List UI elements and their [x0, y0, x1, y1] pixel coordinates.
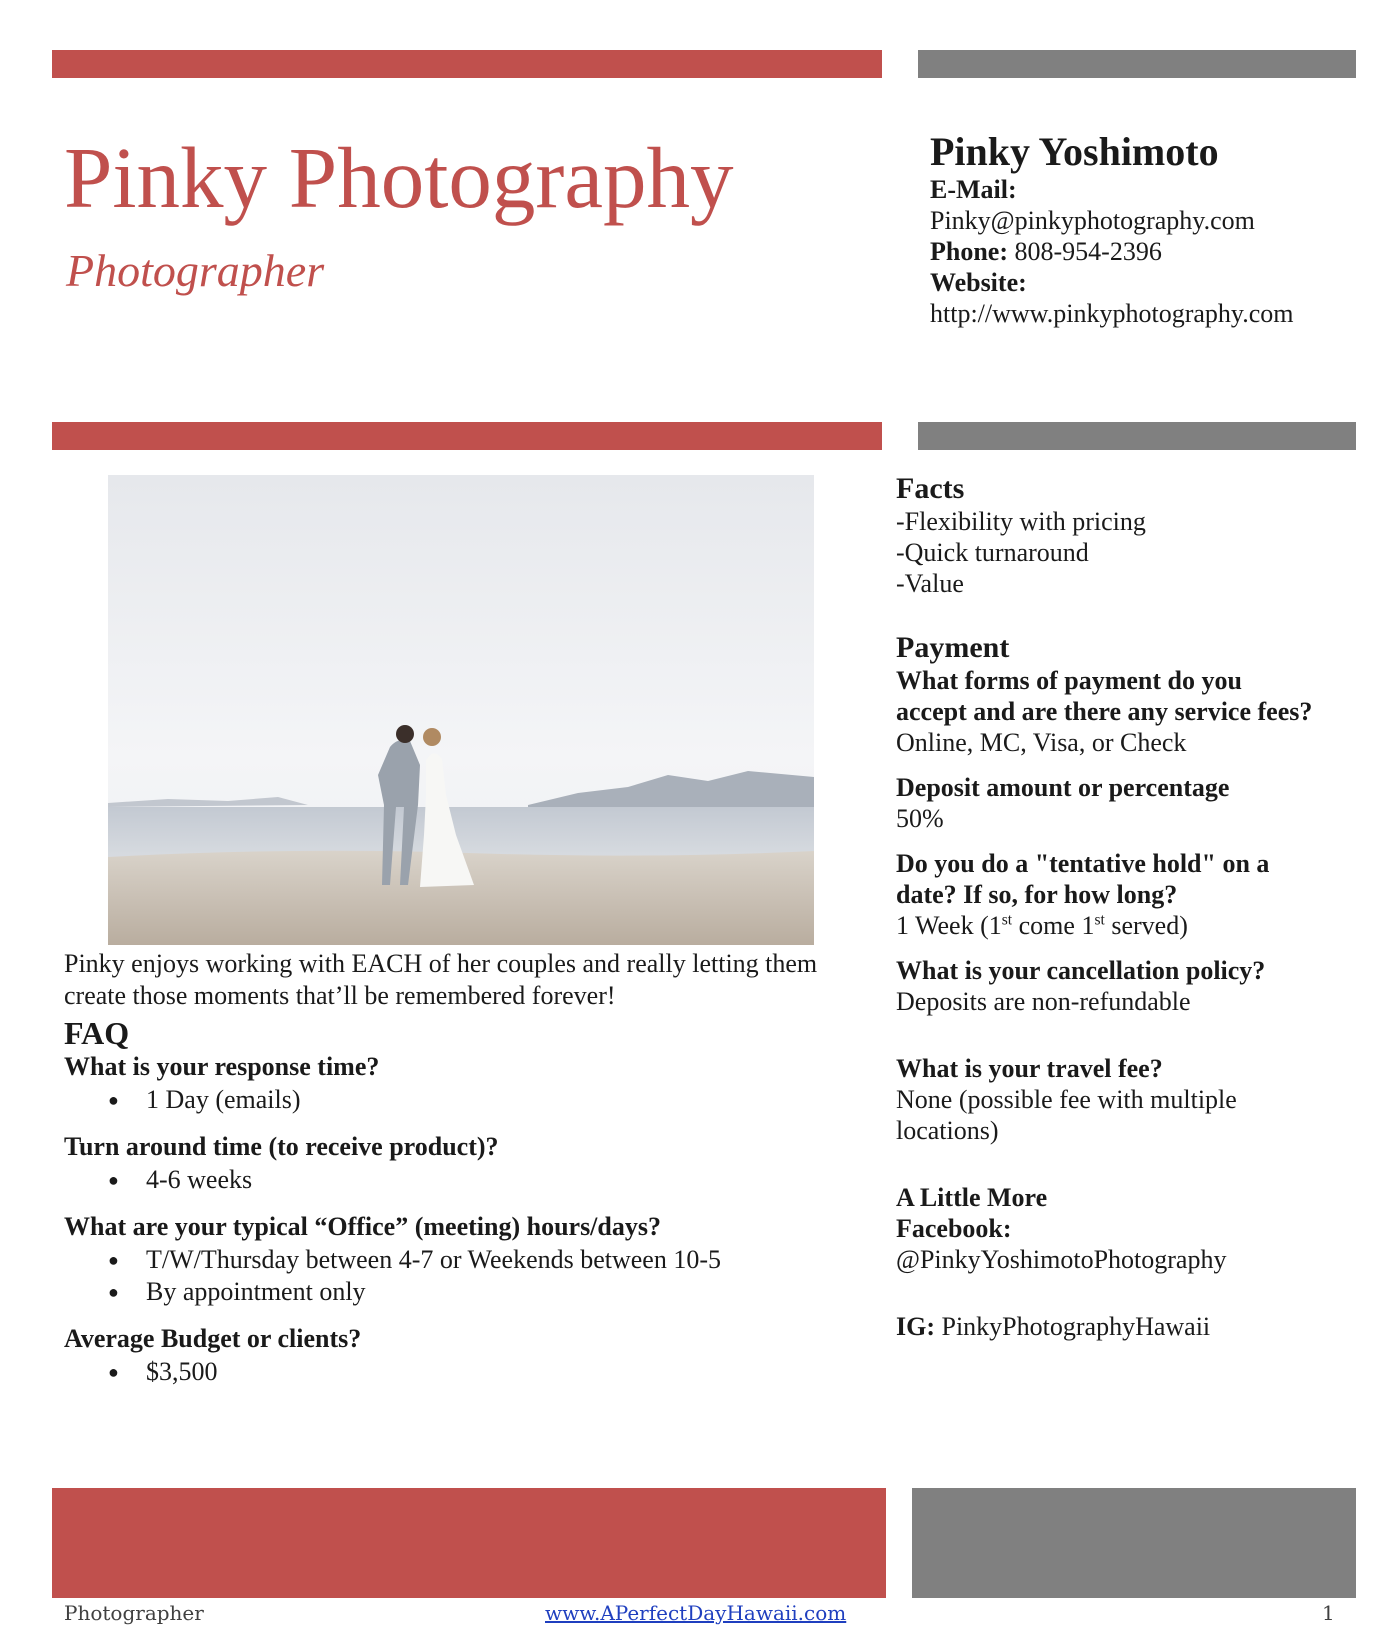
instagram-label: IG: [896, 1312, 935, 1341]
payment-answer-cancellation: Deposits are non-refundable [896, 987, 1191, 1016]
contact-name: Pinky Yoshimoto [930, 129, 1219, 174]
fact-item: -Value [896, 569, 964, 598]
fact-item: -Flexibility with pricing [896, 507, 1146, 536]
page-number: 1 [1322, 1601, 1335, 1625]
faq-answer-list-1 [108, 1084, 824, 1116]
wedding-couple-beach-photo [108, 475, 814, 945]
hold-sup-1: st [1001, 911, 1013, 929]
brand-title: Pinky Photography [64, 129, 734, 226]
hold-text-3: served) [1104, 911, 1188, 940]
top-gray-bar [918, 50, 1356, 78]
contact-block [930, 130, 1370, 329]
payment-question-travel: What is your travel fee? [896, 1054, 1163, 1083]
website-value[interactable]: http://www.pinkyphotography.com [930, 299, 1294, 328]
faq-answer-list-3 [108, 1244, 824, 1308]
photo-caption: Pinky enjoys working with EACH of her couples and really letting them create those moments that’ll be remembered forever! [64, 949, 818, 1010]
facts-heading: Facts [896, 472, 965, 505]
faq-answer-list-4 [108, 1356, 824, 1388]
hold-text-1: 1 Week (1 [896, 911, 1002, 940]
payment-question-hold: Do you do a "tentative hold" on a date? If so, for how long? [896, 849, 1270, 909]
more-heading: A Little More [896, 1183, 1048, 1212]
mid-red-bar [52, 422, 882, 450]
right-column [896, 472, 1316, 1342]
payment-heading: Payment [896, 631, 1010, 664]
left-column [64, 948, 824, 1388]
beach-scene-icon [108, 475, 814, 945]
email-label: E-Mail: [930, 175, 1017, 204]
list-item: ● 1 Day (emails) [108, 1084, 824, 1116]
facebook-handle[interactable]: @PinkyYoshimotoPhotography [896, 1245, 1227, 1274]
instagram-line [896, 1311, 1316, 1342]
brand-subtitle: Photographer [66, 245, 325, 296]
list-item: ● 4-6 weeks [108, 1164, 824, 1196]
list-item: ● T/W/Thursday between 4-7 or Weekends between 10-5 [108, 1244, 824, 1276]
hold-sup-2: st [1094, 911, 1105, 929]
facebook-label: Facebook: [896, 1214, 1012, 1243]
payment-answer-travel: None (possible fee with multiple locations) [896, 1085, 1237, 1145]
payment-answer-forms: Online, MC, Visa, or Check [896, 728, 1187, 757]
email-value[interactable]: Pinky@pinkyphotography.com [930, 206, 1255, 235]
faq-answer-list-2 [108, 1164, 824, 1196]
bottom-gray-block [912, 1488, 1356, 1598]
mid-gray-bar [918, 422, 1356, 450]
faq-question-turnaround: Turn around time (to receive product)? [64, 1132, 499, 1161]
payment-question-cancellation: What is your cancellation policy? [896, 956, 1266, 985]
fact-item: -Quick turnaround [896, 538, 1089, 567]
payment-question-forms: What forms of payment do you accept and are there any service fees? [896, 666, 1313, 726]
payment-answer-deposit: 50% [896, 804, 944, 833]
faq-question-budget: Average Budget or clients? [64, 1324, 362, 1353]
hold-text-2: come 1 [1012, 911, 1095, 940]
faq-heading: FAQ [64, 1015, 130, 1051]
footer-website-link[interactable]: www.APerfectDayHawaii.com [545, 1601, 847, 1625]
list-item: ● $3,500 [108, 1356, 824, 1388]
phone-label: Phone: [930, 237, 1008, 266]
footer-left-text: Photographer [64, 1601, 204, 1625]
list-item: ● By appointment only [108, 1276, 824, 1308]
top-red-bar [52, 50, 882, 78]
payment-answer-hold [896, 910, 1316, 941]
phone-value: 808-954-2396 [1014, 237, 1162, 266]
faq-question-office-hours: What are your typical “Office” (meeting) hours/days? [64, 1212, 661, 1241]
payment-question-deposit: Deposit amount or percentage [896, 773, 1230, 802]
website-label: Website: [930, 268, 1027, 297]
instagram-handle[interactable]: PinkyPhotographyHawaii [935, 1312, 1211, 1341]
phone-line [930, 236, 1370, 267]
faq-question-response-time: What is your response time? [64, 1052, 380, 1081]
bottom-red-block [52, 1488, 886, 1598]
